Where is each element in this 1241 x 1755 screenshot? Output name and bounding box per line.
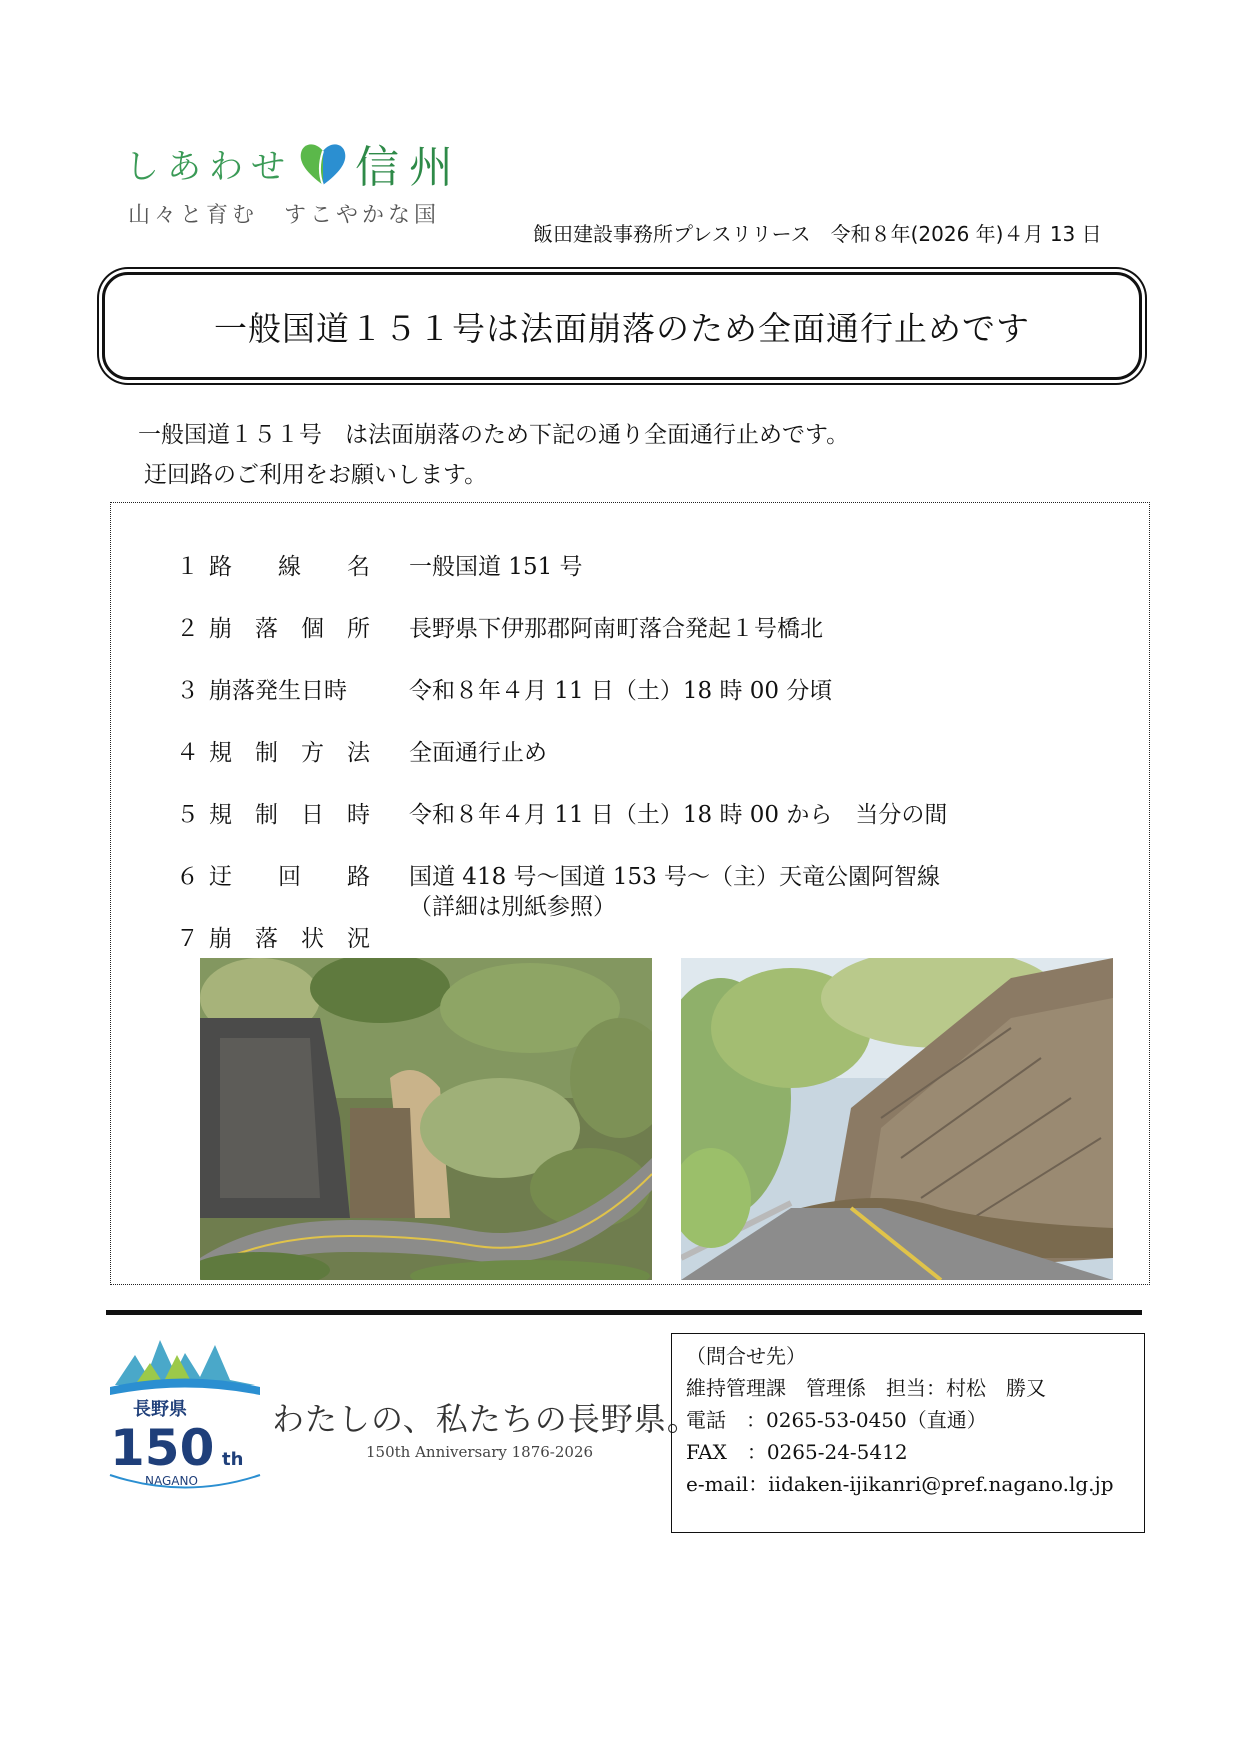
press-release-date: 飯田建設事務所プレスリリース 令和８年(2026 年)４月 13 日	[533, 222, 1102, 246]
badge-pref-text: 長野県	[133, 1399, 187, 1420]
detail-label: 規 制 方 法	[209, 740, 370, 766]
badge-nagano-text: NAGANO	[145, 1474, 198, 1488]
detail-num: ３	[176, 678, 199, 704]
detail-label: 崩落発生日時	[209, 678, 347, 704]
detail-value: 長野県下伊那郡阿南町落合発起１号橋北	[409, 616, 823, 642]
intro-line-2: 迂回路のご利用をお願いします。	[144, 462, 488, 488]
detail-label: 崩 落 個 所	[209, 616, 370, 642]
aerial-collapse-photo	[200, 958, 652, 1280]
detail-row	[176, 672, 409, 705]
detail-row	[176, 920, 409, 953]
detail-row	[176, 858, 409, 891]
badge-number-text: 150	[110, 1419, 215, 1477]
anniversary-text: 150th Anniversary 1876-2026	[366, 1443, 594, 1461]
shiawase-shinshu-logo	[125, 135, 463, 191]
detail-row	[176, 548, 409, 581]
detail-num: ５	[176, 802, 199, 828]
logo-kanji-text: 信州	[355, 142, 463, 193]
logo-kana-text: しあわせ	[125, 146, 293, 187]
detail-num: ６	[176, 864, 199, 890]
contact-phone: 電話 ：0265-53-0450（直通）	[686, 1408, 987, 1432]
intro-line-1: 一般国道１５１号 は法面崩落のため下記の通り全面通行止めです。	[138, 422, 850, 448]
footer-divider	[106, 1310, 1142, 1315]
heart-icon	[297, 137, 349, 189]
contact-email[interactable]: e-mail：iidaken-ijikanri@pref.nagano.lg.jp	[686, 1472, 1114, 1496]
detail-num: ７	[176, 926, 199, 952]
badge-th-text: th	[222, 1449, 244, 1470]
roadside-collapse-photo	[681, 958, 1113, 1280]
logo-tagline: 山々と育む すこやかな国	[128, 203, 441, 228]
detail-num: １	[176, 554, 199, 580]
detail-label: 路 線 名	[209, 554, 370, 580]
detail-label: 規 制 日 時	[209, 802, 370, 828]
detail-row	[176, 610, 409, 643]
detail-row	[176, 734, 409, 767]
nagano-150th-badge	[105, 1325, 265, 1495]
detail-label: 崩 落 状 況	[209, 926, 370, 952]
detail-value: 一般国道 151 号	[409, 554, 583, 580]
detail-value-note: （詳細は別紙参照）	[409, 894, 616, 920]
detail-value: 国道 418 号～国道 153 号～（主）天竜公園阿智線	[409, 864, 941, 890]
slogan: わたしの、私たちの長野県。	[272, 1400, 700, 1438]
detail-label: 迂 回 路	[209, 864, 370, 890]
detail-value: 令和８年４月 11 日（土）18 時 00 分頃	[409, 678, 833, 704]
contact-fax: FAX ：0265-24-5412	[686, 1440, 908, 1464]
contact-department: 維持管理課 管理係 担当：村松 勝又	[686, 1376, 1046, 1400]
detail-num: ４	[176, 740, 199, 766]
page-title: 一般国道１５１号は法面崩落のため全面通行止めです	[214, 308, 1030, 348]
title-box	[102, 272, 1142, 380]
detail-value: 令和８年４月 11 日（土）18 時 00 から 当分の間	[409, 802, 948, 828]
detail-num: ２	[176, 616, 199, 642]
detail-row	[176, 796, 409, 829]
detail-value: 全面通行止め	[409, 740, 547, 766]
contact-heading: （問合せ先）	[686, 1344, 806, 1368]
